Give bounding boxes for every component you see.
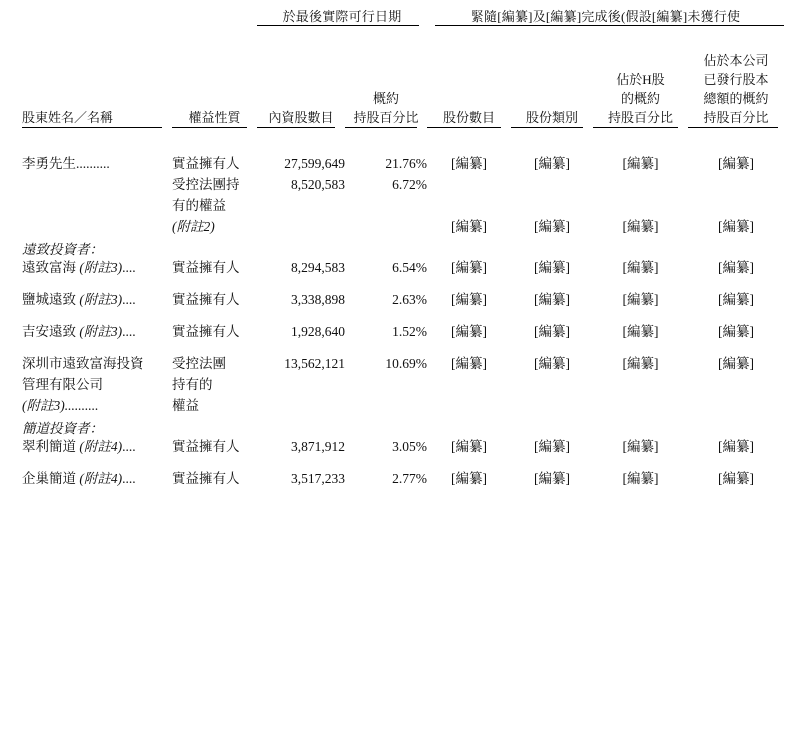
shareholder-name: 企巢簡道 (附註4).... bbox=[22, 470, 136, 486]
share-class-value: [編纂] bbox=[534, 260, 570, 276]
share-count-value: [編纂] bbox=[451, 156, 487, 172]
shareholder-name: 李勇先生.......... bbox=[22, 156, 110, 172]
domestic-shares-value-2: 8,520,583 bbox=[291, 177, 345, 193]
row-gap bbox=[22, 458, 784, 469]
share-class-value-4: [編纂] bbox=[534, 219, 570, 235]
interest-nature-line3: 有的權益 bbox=[172, 198, 226, 214]
shareholder-name: 深圳市遠致富海投資 bbox=[22, 355, 144, 371]
shareholder-name-line2: 管理有限公司 bbox=[22, 376, 103, 392]
row-gap bbox=[22, 279, 784, 290]
interest-nature: 受控法團 bbox=[172, 355, 226, 371]
approx-pct-value: 6.54% bbox=[392, 260, 427, 276]
colhead-shareholder: 股東姓名／名稱 bbox=[22, 109, 114, 125]
body-spacer bbox=[22, 128, 784, 154]
interest-nature: 實益擁有人 bbox=[172, 291, 240, 307]
shareholder-name: 遠致富海 (附註3).... bbox=[22, 260, 136, 276]
share-count-value: [編纂] bbox=[451, 291, 487, 307]
approx-pct-value-2: 6.72% bbox=[392, 177, 427, 193]
shareholder-name: 吉安遠致 (附註3).... bbox=[22, 323, 136, 339]
domestic-shares-value: 8,294,583 bbox=[291, 260, 345, 276]
h-share-pct-value: [編纂] bbox=[622, 470, 659, 486]
share-count-value: [編纂] bbox=[451, 438, 487, 454]
colhead-share-count: 股份數目 bbox=[442, 109, 495, 125]
colhead-total-pct: 佔於本公司 已發行股本 總額的概約 持股百分比 bbox=[703, 53, 769, 125]
total-pct-value: [編纂] bbox=[718, 355, 754, 371]
shareholding-table bbox=[22, 6, 784, 489]
total-pct-value: [編纂] bbox=[718, 470, 754, 486]
table-row bbox=[22, 322, 784, 343]
table-row bbox=[22, 437, 784, 458]
total-pct-value: [編纂] bbox=[718, 156, 754, 172]
approx-pct-value: 2.77% bbox=[392, 470, 427, 486]
colhead-approx-pct: 概約 持股百分比 bbox=[353, 90, 419, 125]
interest-nature-note: (附註2) bbox=[172, 219, 215, 235]
section-row bbox=[22, 417, 784, 437]
interest-nature: 實益擁有人 bbox=[172, 438, 240, 454]
interest-nature: 實益擁有人 bbox=[172, 323, 240, 339]
header-spacer bbox=[22, 26, 784, 52]
h-share-pct-value: [編纂] bbox=[622, 323, 659, 339]
table-row-cont bbox=[22, 375, 784, 396]
document-page bbox=[0, 6, 800, 731]
interest-nature: 實益擁有人 bbox=[172, 156, 240, 172]
domestic-shares-value: 3,338,898 bbox=[291, 291, 345, 307]
approx-pct-value: 3.05% bbox=[392, 438, 427, 454]
approx-pct-value: 2.63% bbox=[392, 291, 427, 307]
row-gap bbox=[22, 343, 784, 354]
shareholder-name: 翠利簡道 (附註4).... bbox=[22, 438, 136, 454]
share-count-value: [編纂] bbox=[451, 323, 487, 339]
section-row bbox=[22, 238, 784, 258]
share-count-value: [編纂] bbox=[451, 355, 487, 371]
approx-pct-value: 10.69% bbox=[385, 355, 427, 371]
share-class-value: [編纂] bbox=[534, 470, 570, 486]
table-row bbox=[22, 154, 784, 175]
share-class-value: [編纂] bbox=[534, 323, 570, 339]
domestic-shares-value: 3,871,912 bbox=[291, 438, 345, 454]
table-row bbox=[22, 290, 784, 311]
table-row-cont bbox=[22, 175, 784, 196]
approx-pct-value: 1.52% bbox=[392, 323, 427, 339]
share-class-value: [編纂] bbox=[534, 438, 570, 454]
table-row bbox=[22, 354, 784, 375]
share-class-value: [編纂] bbox=[534, 355, 570, 371]
interest-nature-line2: 受控法團持 bbox=[172, 177, 240, 193]
total-pct-value: [編纂] bbox=[718, 260, 754, 276]
h-share-pct-value: [編纂] bbox=[622, 291, 659, 307]
column-header-row bbox=[22, 52, 784, 127]
colhead-nature: 權益性質 bbox=[188, 109, 241, 125]
total-pct-value-4: [編纂] bbox=[718, 219, 754, 235]
share-count-value: [編纂] bbox=[451, 260, 487, 276]
group-header-post: 緊隨[編纂]及[編纂]完成後(假設[編纂]未獲行使 bbox=[470, 9, 741, 24]
domestic-shares-value: 3,517,233 bbox=[291, 470, 345, 486]
h-share-pct-value-4: [編纂] bbox=[622, 219, 659, 235]
table-row-cont bbox=[22, 396, 784, 417]
h-share-pct-value: [編纂] bbox=[622, 156, 659, 172]
share-class-value: [編纂] bbox=[534, 156, 570, 172]
total-pct-value: [編纂] bbox=[718, 438, 754, 454]
domestic-shares-value: 27,599,649 bbox=[284, 156, 345, 172]
share-class-value: [編纂] bbox=[534, 291, 570, 307]
table-row bbox=[22, 469, 784, 490]
h-share-pct-value: [編纂] bbox=[622, 260, 659, 276]
colhead-h-share-pct: 佔於H股 的概約 持股百分比 bbox=[607, 71, 673, 125]
row-gap bbox=[22, 311, 784, 322]
total-pct-value: [編纂] bbox=[718, 291, 754, 307]
shareholder-name: 鹽城遠致 (附註3).... bbox=[22, 291, 136, 307]
interest-nature: 實益擁有人 bbox=[172, 260, 240, 276]
domestic-shares-value: 1,928,640 bbox=[291, 323, 345, 339]
interest-nature: 實益擁有人 bbox=[172, 470, 240, 486]
h-share-pct-value: [編纂] bbox=[622, 355, 659, 371]
domestic-shares-value: 13,562,121 bbox=[284, 355, 345, 371]
table-row-cont bbox=[22, 217, 784, 238]
share-count-value-4: [編纂] bbox=[451, 219, 487, 235]
shareholder-name-note: (附註3).......... bbox=[22, 397, 99, 413]
approx-pct-value: 21.76% bbox=[385, 156, 427, 172]
colhead-domestic-shares: 內資股數目 bbox=[268, 109, 334, 125]
share-count-value: [編纂] bbox=[451, 470, 487, 486]
h-share-pct-value: [編纂] bbox=[622, 438, 659, 454]
group-header-asof: 於最後實際可行日期 bbox=[282, 9, 402, 24]
interest-nature-line3: 權益 bbox=[172, 397, 199, 413]
total-pct-value: [編纂] bbox=[718, 323, 754, 339]
group-header-row bbox=[22, 6, 784, 25]
table-row-cont bbox=[22, 196, 784, 217]
interest-nature-line2: 持有的 bbox=[172, 376, 213, 392]
section-label-jiandao: 簡道投資者： bbox=[22, 420, 103, 436]
section-label-yuanzhi: 遠致投資者： bbox=[22, 242, 103, 258]
table-row bbox=[22, 258, 784, 279]
colhead-share-class: 股份類別 bbox=[525, 109, 578, 125]
